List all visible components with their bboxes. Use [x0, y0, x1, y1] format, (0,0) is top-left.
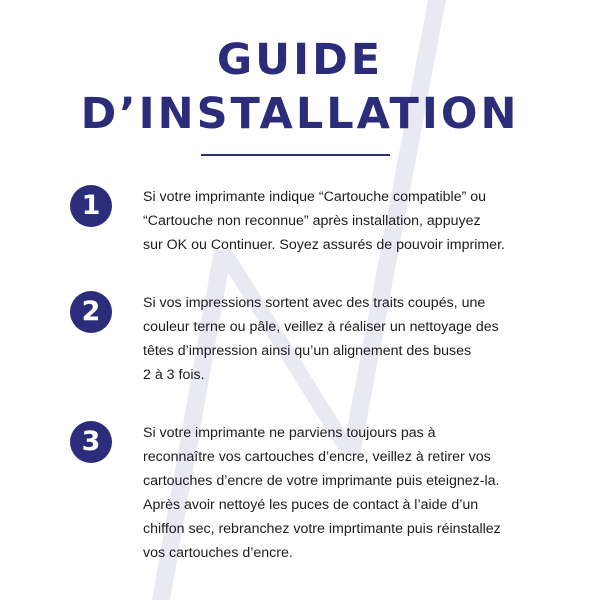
- step-text: [143, 291, 563, 387]
- step-text: [143, 185, 563, 257]
- step-text-line: couleur terne ou pâle, veillez à réaliser un nettoyage des: [143, 319, 499, 335]
- step-text-line: Si votre imprimante indique “Cartouche compatible” ou: [143, 189, 487, 205]
- step-text-line: Si votre imprimante ne parviens toujours pas à: [143, 425, 436, 441]
- step-text-line: Si vos impressions sortent avec des traits coupés, une: [143, 295, 486, 311]
- step-text-line: 2 à 3 fois.: [143, 367, 205, 383]
- step-text-line: vos cartouches d’encre.: [143, 545, 293, 561]
- step-number-badge: 3: [70, 421, 112, 463]
- step-text-line: reconnaître vos cartouches d’encre, veillez à retirer vos: [143, 449, 491, 465]
- step-number-badge: 1: [70, 185, 112, 227]
- title-divider: [201, 154, 390, 156]
- step-text-line: sur OK ou Continuer. Soyez assurés de pouvoir imprimer.: [143, 237, 505, 253]
- title-line-1: GUIDE: [216, 35, 384, 85]
- step-text: [143, 421, 563, 565]
- page-title: [0, 33, 600, 141]
- step-number-badge: 2: [70, 291, 112, 333]
- step-text-line: “Cartouche non reconnue” après installation, appuyez: [143, 213, 481, 229]
- step-text-line: chiffon sec, rebranchez votre imprtimante puis réinstallez: [143, 521, 501, 537]
- step-text-line: Après avoir nettoyé les puces de contact à l’aide d’un: [143, 497, 479, 513]
- title-line-2: D’INSTALLATION: [80, 89, 520, 139]
- step-text-line: têtes d’impression ainsi qu’un alignement des buses: [143, 343, 472, 359]
- step-text-line: cartouches d’encre de votre imprimante puis eteignez-la.: [143, 473, 500, 489]
